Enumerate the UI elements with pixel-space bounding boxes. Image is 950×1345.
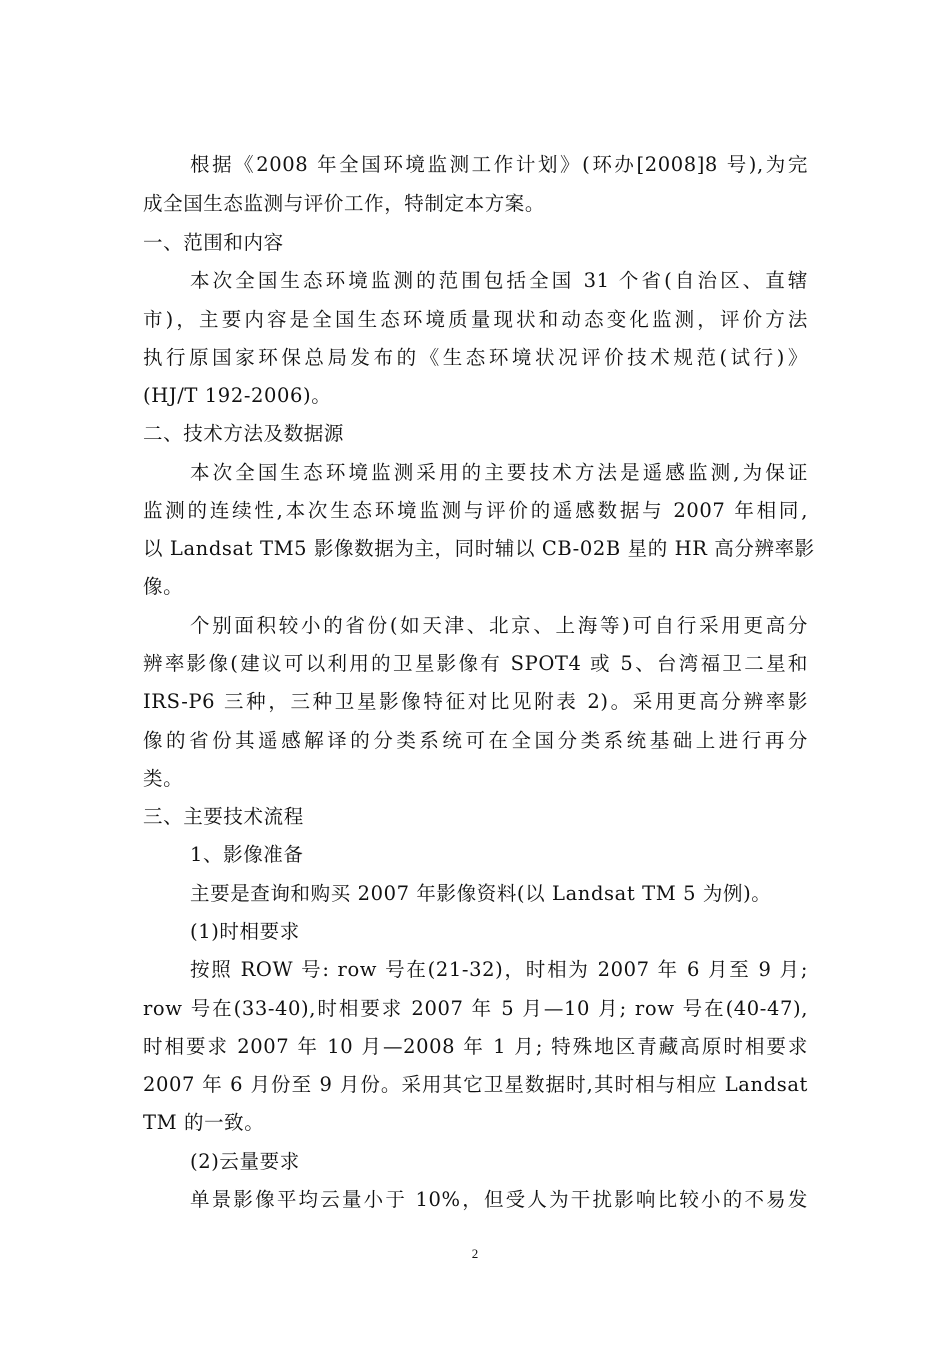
paragraph-line: 按照 ROW 号: row 号在(21-32)，时相为 2007 年 6 月至 9 月; [190,958,808,981]
paragraph-line: 根据《2008 年全国环境监测工作计划》(环办[2008]8 号),为完 [190,153,808,176]
section-heading: 二、技术方法及数据源 [143,422,345,445]
subsection-heading: 1、影像准备 [190,843,304,866]
paragraph-line: 以 Landsat TM5 影像数据为主，同时辅以 CB-02B 星的 HR 高分辨率影 [143,537,815,560]
paragraph-line: 监测的连续性,本次生态环境监测与评价的遥感数据与 2007 年相同, [143,499,808,522]
paragraph-line: 单景影像平均云量小于 10%，但受人为干扰影响比较小的不易发 [190,1188,808,1211]
paragraph-line: row 号在(33-40),时相要求 2007 年 5 月—10 月; row 号在(40-47), [143,997,808,1020]
paragraph-line: 成全国生态监测与评价工作，特制定本方案。 [143,192,546,215]
paragraph-line: 像。 [143,575,184,598]
page-number: 2 [471,1246,479,1261]
paragraph-line: IRS-P6 三种，三种卫星影像特征对比见附表 2)。采用更高分辨率影 [143,690,808,713]
paragraph-line: 时相要求 2007 年 10 月—2008 年 1 月; 特殊地区青藏高原时相要求 [143,1035,808,1058]
paragraph-line: 类。 [143,767,184,790]
paragraph-line: (HJ/T 192-2006)。 [143,384,332,407]
paragraph-line: 市)，主要内容是全国生态环境质量现状和动态变化监测，评价方法 [143,308,808,331]
paragraph-line: 像的省份其遥感解译的分类系统可在全国分类系统基础上进行再分 [143,729,808,752]
paragraph-line: 执行原国家环保总局发布的《生态环境状况评价技术规范(试行)》 [143,346,808,369]
section-heading: 三、主要技术流程 [143,805,304,828]
subsection-heading: (1)时相要求 [190,920,300,943]
paragraph-line: 辨率影像(建议可以利用的卫星影像有 SPOT4 或 5、台湾福卫二星和 [143,652,808,675]
paragraph-line: 本次全国生态环境监测的范围包括全国 31 个省(自治区、直辖 [190,269,808,292]
paragraph-line: TM 的一致。 [143,1111,265,1134]
paragraph-line: 本次全国生态环境监测采用的主要技术方法是遥感监测,为保证 [190,461,808,484]
subsection-heading: (2)云量要求 [190,1150,300,1173]
section-heading: 一、范围和内容 [143,231,284,254]
paragraph-line: 主要是查询和购买 2007 年影像资料(以 Landsat TM 5 为例)。 [190,882,772,905]
paragraph-line: 2007 年 6 月份至 9 月份。采用其它卫星数据时,其时相与相应 Landsat [143,1073,808,1096]
paragraph-line: 个别面积较小的省份(如天津、北京、上海等)可自行采用更高分 [190,614,808,637]
